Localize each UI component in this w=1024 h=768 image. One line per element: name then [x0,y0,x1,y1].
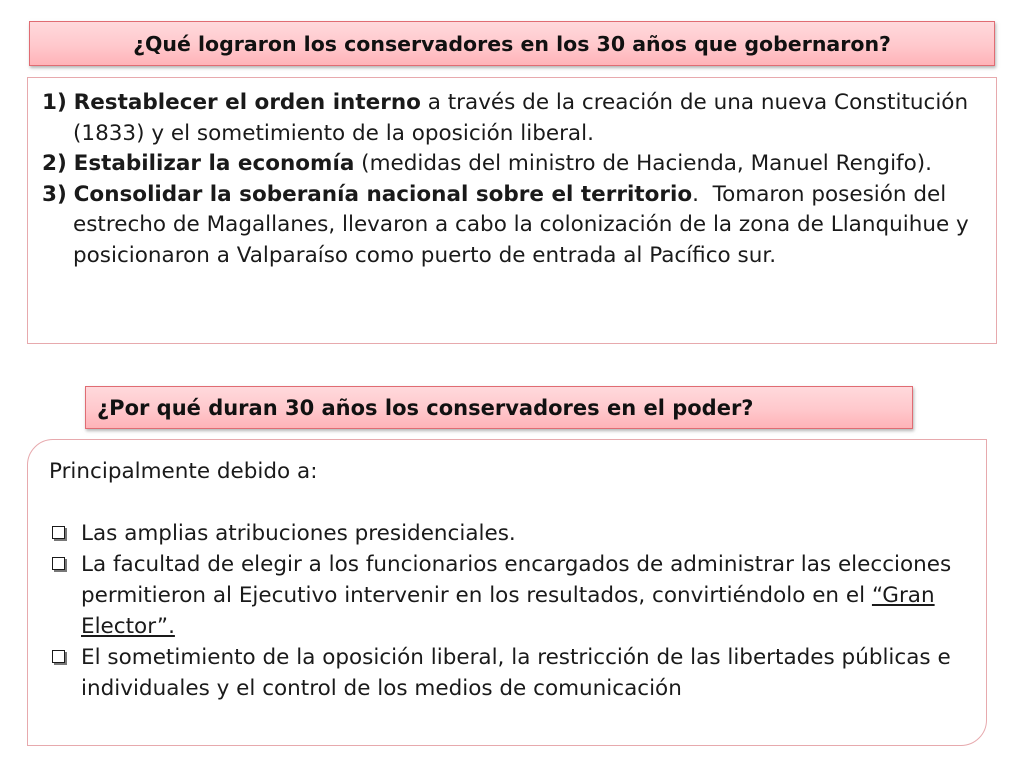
reason-text: La facultad de elegir a los funcionarios encargados de administrar las elecciones permitieron al Ejecutivo intervenir en los resultados, convirtiéndolo en el [81,552,952,608]
checkbox-icon [52,526,65,539]
achievement-item-1 [42,88,987,149]
achievement-detail: . Tomaron posesión del estrecho de Magallanes, llevaron a cabo la colonización de la zona de Llanquihue y posicionaron a Valparaíso como puerto de entrada al Pacífico sur. [73,181,976,268]
slide-title [29,21,995,66]
achievement-item-2 [42,149,987,180]
reason-text: Las amplias atribuciones presidenciales. [81,521,516,546]
reasons-box [27,439,987,746]
reason-item-2 [49,549,974,642]
checkbox-icon [52,557,65,570]
achievements-box [27,77,997,344]
spacer [49,487,974,518]
checkbox-icon [52,650,65,663]
achievement-heading: Consolidar la soberanía nacional sobre el territorio [73,181,693,207]
reasons-intro: Principalmente debido a: [49,459,318,484]
reason-text: El sometimiento de la oposición liberal, la restricción de las libertades públicas e individuales y el control de los medios de comunicación [81,645,951,701]
section-subtitle [85,386,913,429]
reason-item-3 [49,642,974,704]
reasons-list [49,456,974,704]
gran-elector-quote: “Gran Elector”. [81,583,935,639]
achievement-detail: a través de la creación de una nueva Constitución (1833) y el sometimiento de la oposición liberal. [73,90,969,146]
achievements-list [42,88,987,271]
achievement-detail: (medidas del ministro de Hacienda, Manuel Rengifo). [354,151,932,176]
achievement-item-3 [42,180,987,272]
achievement-number: 1) [42,90,67,115]
achievement-number: 3) [42,181,67,207]
section-subtitle-text: ¿Por qué duran 30 años los conservadores en el poder? [97,395,754,420]
achievement-heading: Restablecer el orden interno [73,90,421,115]
reason-item-1 [49,518,974,549]
slide-title-text: ¿Qué lograron los conservadores en los 30 años que gobernaron? [133,31,891,56]
achievement-number: 2) [42,151,67,176]
achievement-heading: Estabilizar la economía [73,151,355,176]
